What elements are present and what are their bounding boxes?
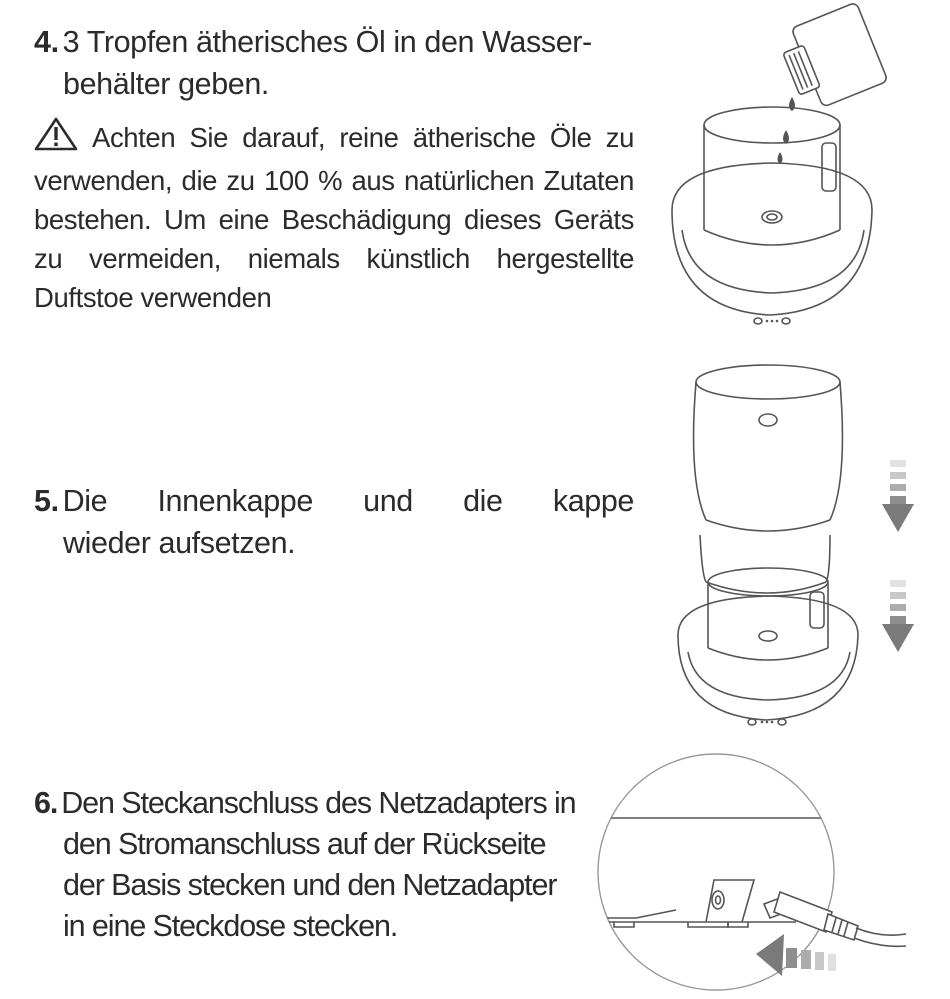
oil-bottle-icon <box>775 2 888 113</box>
oil-pouring-illustration <box>660 25 900 330</box>
step-6-instruction <box>34 783 594 947</box>
step-6-line-3: der Basis stecken und den Netzadapter <box>63 868 557 902</box>
step-5-word-5: kappe <box>552 484 634 518</box>
down-arrow-icon <box>882 580 914 652</box>
warning-note <box>34 117 634 317</box>
step-5-word-2: Innenkappe <box>157 484 313 518</box>
step-5-word-4: die <box>463 484 503 518</box>
step-4-number: 4. <box>34 25 59 59</box>
step-6-line-2: den Stromanschluss auf der Rückseite <box>63 827 546 861</box>
step-6-line-1: Den Steckanschluss des Netzadapters in <box>61 786 576 820</box>
step-6-number: 6. <box>34 786 58 820</box>
dc-plug-icon <box>764 892 906 946</box>
step-5-line-2: wieder aufsetzen. <box>63 526 296 560</box>
step-4-line-1: 3 Tropfen ätherisches Öl in den Wasser- <box>62 25 592 59</box>
insert-arrow-icon <box>756 934 836 976</box>
step-4-instruction <box>34 21 634 105</box>
cap-assembly-illustration <box>670 360 930 740</box>
step-5-word-1: Die <box>62 484 108 518</box>
step-6-line-4: in eine Steckdose stecken. <box>63 909 398 943</box>
step-5-number: 5. <box>34 484 59 518</box>
step-5-word-3: und <box>363 484 413 518</box>
warning-text: Achten Sie darauf, reine ätherische Öle zu verwenden, die zu 100 % aus natürlichen Zutaten bestehen. Um eine Beschädigung dieses Geräts zu vermeiden, niemals künstlich hergestellte Duftstoe verwenden <box>34 122 634 313</box>
warning-triangle-icon <box>34 117 78 161</box>
step-5-instruction <box>34 480 634 564</box>
power-adapter-illustration <box>596 752 926 992</box>
step-4-line-2: behälter geben. <box>63 67 269 101</box>
down-arrow-icon <box>882 460 914 532</box>
